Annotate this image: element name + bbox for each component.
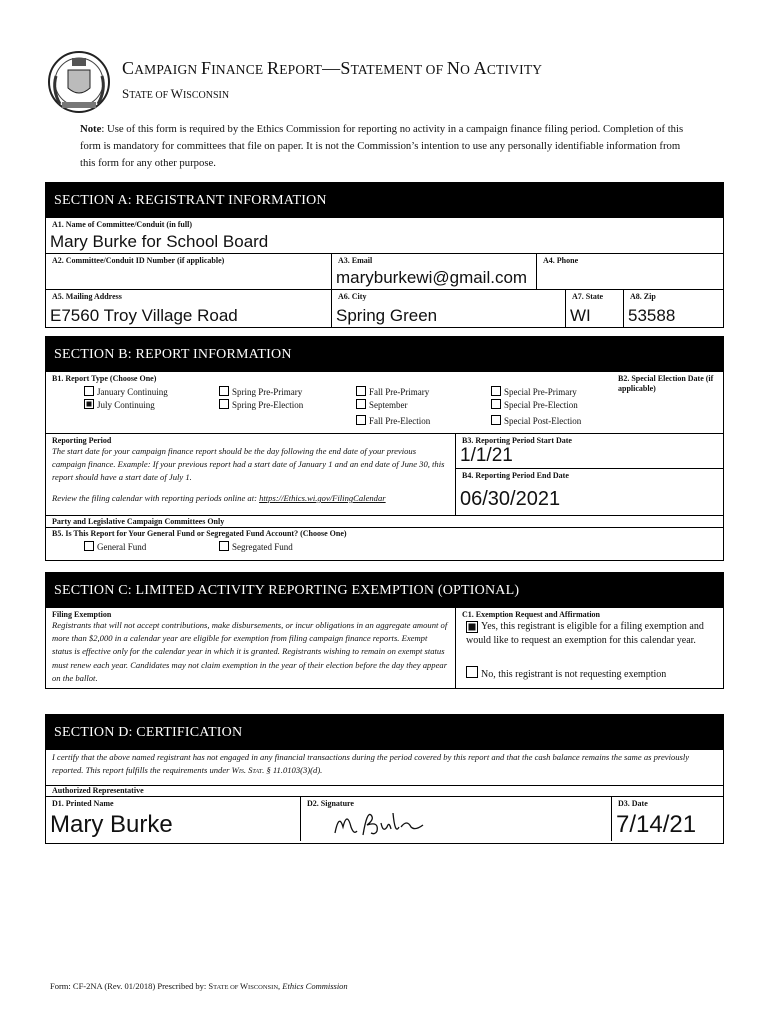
authorized-rep-row: Authorized Representative	[46, 785, 723, 796]
section-d	[45, 714, 724, 844]
report-type-option[interactable]: Special Post-Election	[491, 415, 581, 426]
report-type-option[interactable]: Spring Pre-Election	[219, 399, 303, 410]
form-footer: Form: CF-2NA (Rev. 01/2018) Prescribed by: STATE OF WISCONSIN, Ethics Commission	[50, 981, 348, 991]
report-type-option[interactable]: Special Pre-Election	[491, 399, 578, 410]
signature-icon	[331, 805, 431, 839]
report-type-option[interactable]: Spring Pre-Primary	[219, 386, 302, 397]
section-a-title: SECTION A: REGISTRANT INFORMATION	[46, 183, 723, 217]
row-a5	[46, 289, 723, 327]
report-type-option[interactable]: Fall Pre-Primary	[356, 386, 429, 397]
committee-name-field[interactable]: A1. Name of Committee/Conduit (in full) Mary Burke for School Board	[50, 220, 269, 251]
filing-exemption-text: Registrants that will not accept contributions, make disbursements, or incur obligations in an aggregate amount of more than $2,000 in a calendar year are eligible for exemption from filing campaign finance reports. Exempt status is effective only for the calendar year in which it is granted. Registrants wishing to remain on exempt status must renew each year. Candidates may not claim exemption in the year of their election before the day they appear on the ballot.	[52, 620, 448, 683]
fund-row: B5. Is This Report for Your General Fund or Segregated Fund Account? (Choose One) General Fund Segregated Fund	[46, 527, 723, 559]
checkbox-special-post-election[interactable]	[491, 415, 501, 425]
zip-field[interactable]: A8. Zip 53588	[623, 290, 723, 327]
mailing-address-field[interactable]: A5. Mailing Address E7560 Troy Village Road	[50, 292, 238, 325]
special-election-date-field[interactable]: B2. Special Election Date (if applicable)	[618, 374, 714, 393]
start-date-field[interactable]: B3. Reporting Period Start Date 1/1/21	[460, 436, 572, 466]
checkbox-general-fund[interactable]	[84, 541, 94, 551]
printed-name-field[interactable]: D1. Printed Name Mary Burke	[50, 799, 173, 838]
exemption-yes-option[interactable]: Yes, this registrant is eligible for a filing exemption and would like to request an exemption for this calendar year.	[466, 621, 704, 646]
checkbox-spring-pre-primary[interactable]	[219, 386, 229, 396]
report-type-row	[46, 371, 723, 433]
section-c	[45, 572, 724, 689]
form-subtitle: STATE OF WISCONSIN	[122, 86, 230, 101]
section-a	[45, 182, 724, 328]
end-date-field[interactable]: B4. Reporting Period End Date 06/30/2021	[456, 468, 723, 515]
report-type-option[interactable]: September	[356, 399, 408, 410]
reporting-period-info: Reporting Period The start date for your campaign finance report should be the day following the end date of your previous campaign finance. Example: If your previous report had a start date of January 1 and an end date of June 30, this report should have a start date of July 1. Review the filing calendar with reporting periods online at: https://Ethics.wi.gov/FilingCalendar	[46, 434, 455, 515]
reporting-dates	[455, 434, 723, 515]
exemption-request: C1. Exemption Request and Affirmation Yes, this registrant is eligible for a filing exemption and would like to request an exemption for this calendar year. No, this registrant is not requesting exemption	[455, 608, 723, 689]
checkbox-segregated-fund[interactable]	[219, 541, 229, 551]
note-text: : Use of this form is required by the Ethics Commission for reporting no activity in a campaign finance filing period. Completion of this form is mandatory for committees that file on paper. It is not the Commission’s intention to use any personally identifiable information from this form for any other purpose.	[80, 123, 684, 169]
phone-field[interactable]: A4. Phone	[536, 254, 723, 289]
section-c-title: SECTION C: LIMITED ACTIVITY REPORTING EXEMPTION (OPTIONAL)	[46, 573, 723, 607]
row-a1	[46, 217, 723, 253]
filing-calendar-link[interactable]: https://Ethics.wi.gov/FilingCalendar	[259, 492, 386, 503]
reporting-period-row	[46, 433, 723, 515]
certification-text: I certify that the above named registrant has not engaged in any financial transactions during the period covered by this report and that the cash balance remains the same as previously reported. This report fulfills the requirements under Wis. Stat. § 11.0103(3)(d).	[52, 752, 690, 776]
fund-option[interactable]: General Fund	[84, 541, 146, 552]
signature-row	[46, 796, 723, 841]
checkbox-special-pre-election[interactable]	[491, 399, 501, 409]
reporting-period-text: The start date for your campaign finance report should be the day following the end date of your previous campaign finance. Example: If your previous report had a start date of January 1 and an end date of June 30, this report should have a start date of July 1.	[52, 446, 445, 483]
exemption-row	[46, 607, 723, 689]
privacy-note	[80, 121, 692, 172]
section-b-title: SECTION B: REPORT INFORMATION	[46, 337, 723, 371]
report-type-option[interactable]: July Continuing	[84, 399, 155, 410]
form-title: CAMPAIGN FINANCE REPORT—STATEMENT OF NO ACTIVITY	[122, 58, 543, 78]
exemption-no-option[interactable]: No, this registrant is not requesting exemption	[466, 666, 717, 682]
certification-row	[46, 749, 723, 785]
signature-field[interactable]: D2. Signature	[300, 797, 611, 841]
wisconsin-state-seal-icon	[46, 46, 112, 118]
date-field[interactable]: D3. Date 7/14/21	[611, 797, 723, 841]
title-part: C	[122, 58, 135, 78]
city-field[interactable]: A6. City Spring Green	[331, 290, 565, 327]
filing-exemption-info: Filing Exemption Registrants that will not accept contributions, make disbursements, or incur obligations in an aggregate amount of more than $2,000 in a calendar year are eligible for exemption from filing campaign finance reports. Exempt status is effective only for the calendar year in which it is granted. Registrants wishing to remain on exempt status must renew each year. Candidates may not claim exemption in the year of their election before the day they appear on the ballot.	[46, 608, 455, 689]
report-type-option[interactable]: January Continuing	[84, 386, 168, 397]
checkbox-september[interactable]	[356, 399, 366, 409]
checkbox-january-continuing[interactable]	[84, 386, 94, 396]
checkbox-fall-pre-election[interactable]	[356, 415, 366, 425]
fund-option[interactable]: Segregated Fund	[219, 541, 293, 552]
email-field[interactable]: A3. Email maryburkewi@gmail.com	[331, 254, 536, 289]
checkbox-july-continuing[interactable]	[84, 399, 94, 409]
section-d-title: SECTION D: CERTIFICATION	[46, 715, 723, 749]
row-a2	[46, 253, 723, 289]
checkbox-exemption-yes[interactable]	[466, 621, 478, 633]
checkbox-spring-pre-election[interactable]	[219, 399, 229, 409]
report-type-option[interactable]: Fall Pre-Election	[356, 415, 430, 426]
checkbox-special-pre-primary[interactable]	[491, 386, 501, 396]
committee-id-field[interactable]: A2. Committee/Conduit ID Number (if applicable)	[52, 256, 225, 265]
checkbox-exemption-no[interactable]	[466, 666, 478, 678]
checkbox-fall-pre-primary[interactable]	[356, 386, 366, 396]
report-type-option[interactable]: Special Pre-Primary	[491, 386, 577, 397]
filing-calendar-note: Review the filing calendar with reporting periods online at: https://Ethics.wi.gov/FilingCalendar	[52, 492, 386, 503]
report-type-group: B1. Report Type (Choose One) January Continuing July Continuing Spring Pre-Primary Spring Pre-Election Fall Pre-Primary September Fall Pre-Election Special Pre-Primary Special Pre-Election Special Post-Election	[52, 374, 582, 426]
note-label: Note	[80, 123, 102, 135]
party-row: Party and Legislative Campaign Committees Only	[46, 515, 723, 527]
section-b	[45, 336, 724, 561]
state-field[interactable]: A7. State WI	[565, 290, 623, 327]
